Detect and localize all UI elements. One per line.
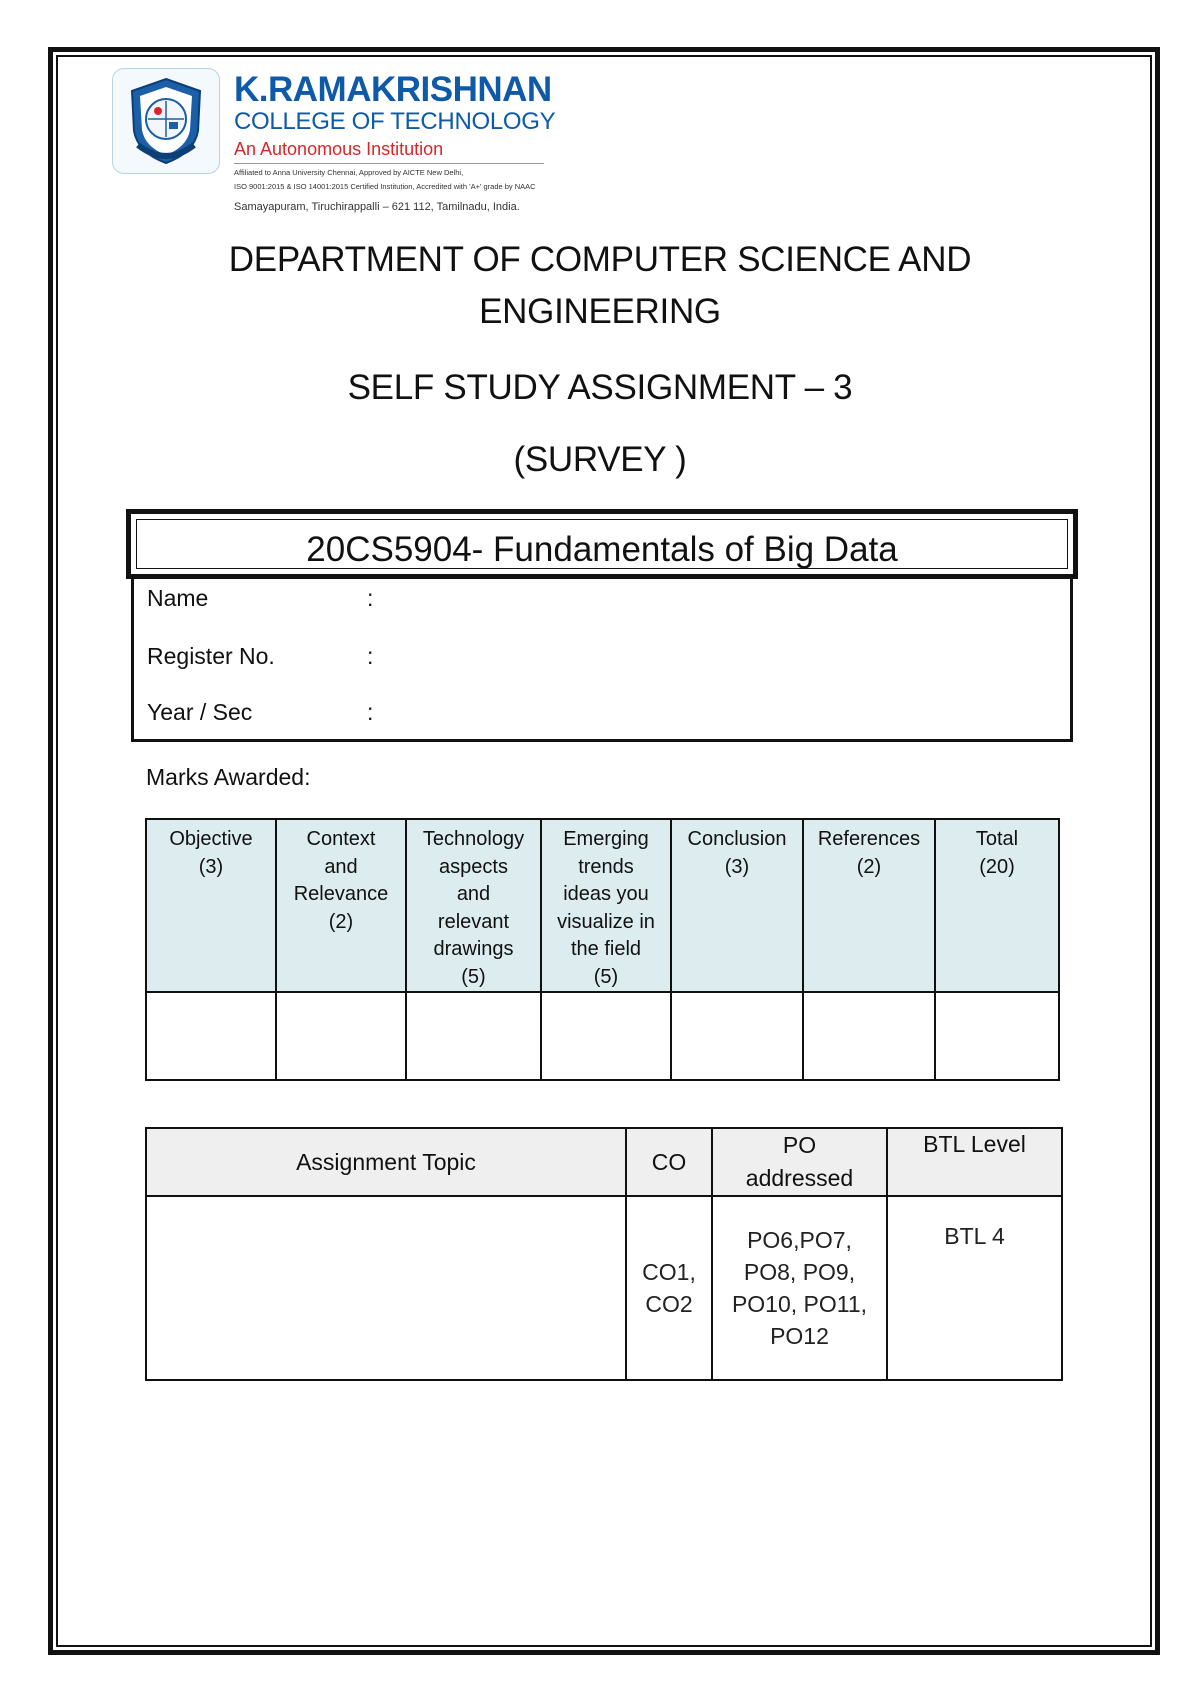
college-subname: COLLEGE OF TECHNOLOGY <box>234 108 556 135</box>
survey-heading: (SURVEY ) <box>513 440 687 479</box>
college-tagline: An Autonomous Institution <box>234 139 444 159</box>
marks-header-row <box>146 819 1059 992</box>
year-sec-field[interactable]: : <box>367 699 374 725</box>
register-no-field[interactable]: : <box>367 643 374 669</box>
assignment-topic-table <box>145 1127 1063 1381</box>
btl-header: BTL Level <box>887 1128 1062 1196</box>
college-affiliation-1: Affiliated to Anna University Chennai, Approved by AICTE New Delhi, <box>234 168 464 177</box>
marks-cell-total[interactable] <box>935 992 1059 1080</box>
college-address: Samayapuram, Tiruchirappalli – 621 112, Tamilnadu, India. <box>234 201 520 213</box>
college-name: K.RAMAKRISHNAN <box>234 70 552 109</box>
co-cell: CO1, CO2 <box>626 1196 712 1380</box>
po-header: PO addressed <box>712 1128 887 1196</box>
marks-header-total: Total (20) <box>935 819 1059 992</box>
year-sec-label: Year / Sec <box>147 699 253 725</box>
name-field[interactable]: : <box>367 585 374 611</box>
marks-cell-objective[interactable] <box>146 992 276 1080</box>
marks-cell-references[interactable] <box>803 992 935 1080</box>
topic-header-row <box>146 1128 1062 1196</box>
college-seal-icon <box>124 75 208 167</box>
college-affiliation-2: ISO 9001:2015 & ISO 14001:2015 Certified Institution, Accredited with 'A+' grade by NAAC <box>234 182 536 191</box>
logo-divider <box>234 163 544 164</box>
student-info-box <box>131 579 1073 742</box>
department-heading-line2: ENGINEERING <box>479 292 721 331</box>
co-header: CO <box>626 1128 712 1196</box>
marks-table <box>145 818 1060 1081</box>
marks-awarded-label: Marks Awarded: <box>146 764 311 790</box>
department-heading-line1: DEPARTMENT OF COMPUTER SCIENCE AND <box>228 240 972 279</box>
marks-header-objective: Objective (3) <box>146 819 276 992</box>
marks-cell-emerging[interactable] <box>541 992 671 1080</box>
course-title: 20CS5904- Fundamentals of Big Data <box>306 530 898 569</box>
topic-cell[interactable] <box>146 1196 626 1380</box>
marks-cell-technology[interactable] <box>406 992 541 1080</box>
college-logo <box>112 68 556 226</box>
btl-cell: BTL 4 <box>887 1196 1062 1380</box>
name-label: Name <box>147 585 209 611</box>
topic-header: Assignment Topic <box>146 1128 626 1196</box>
assignment-heading: SELF STUDY ASSIGNMENT – 3 <box>347 368 853 407</box>
register-no-label: Register No. <box>147 643 275 669</box>
marks-entry-row <box>146 992 1059 1080</box>
college-seal <box>112 68 220 174</box>
marks-header-emerging: Emerging trends ideas you visualize in the field (5) <box>541 819 671 992</box>
marks-header-context: Context and Relevance (2) <box>276 819 406 992</box>
college-logo-text <box>234 72 554 216</box>
topic-row <box>146 1196 1062 1380</box>
course-title-box <box>126 509 1078 579</box>
marks-cell-conclusion[interactable] <box>671 992 803 1080</box>
po-cell: PO6,PO7, PO8, PO9, PO10, PO11, PO12 <box>712 1196 887 1380</box>
marks-header-conclusion: Conclusion (3) <box>671 819 803 992</box>
marks-header-technology: Technology aspects and relevant drawings (5) <box>406 819 541 992</box>
marks-cell-context[interactable] <box>276 992 406 1080</box>
marks-header-references: References (2) <box>803 819 935 992</box>
